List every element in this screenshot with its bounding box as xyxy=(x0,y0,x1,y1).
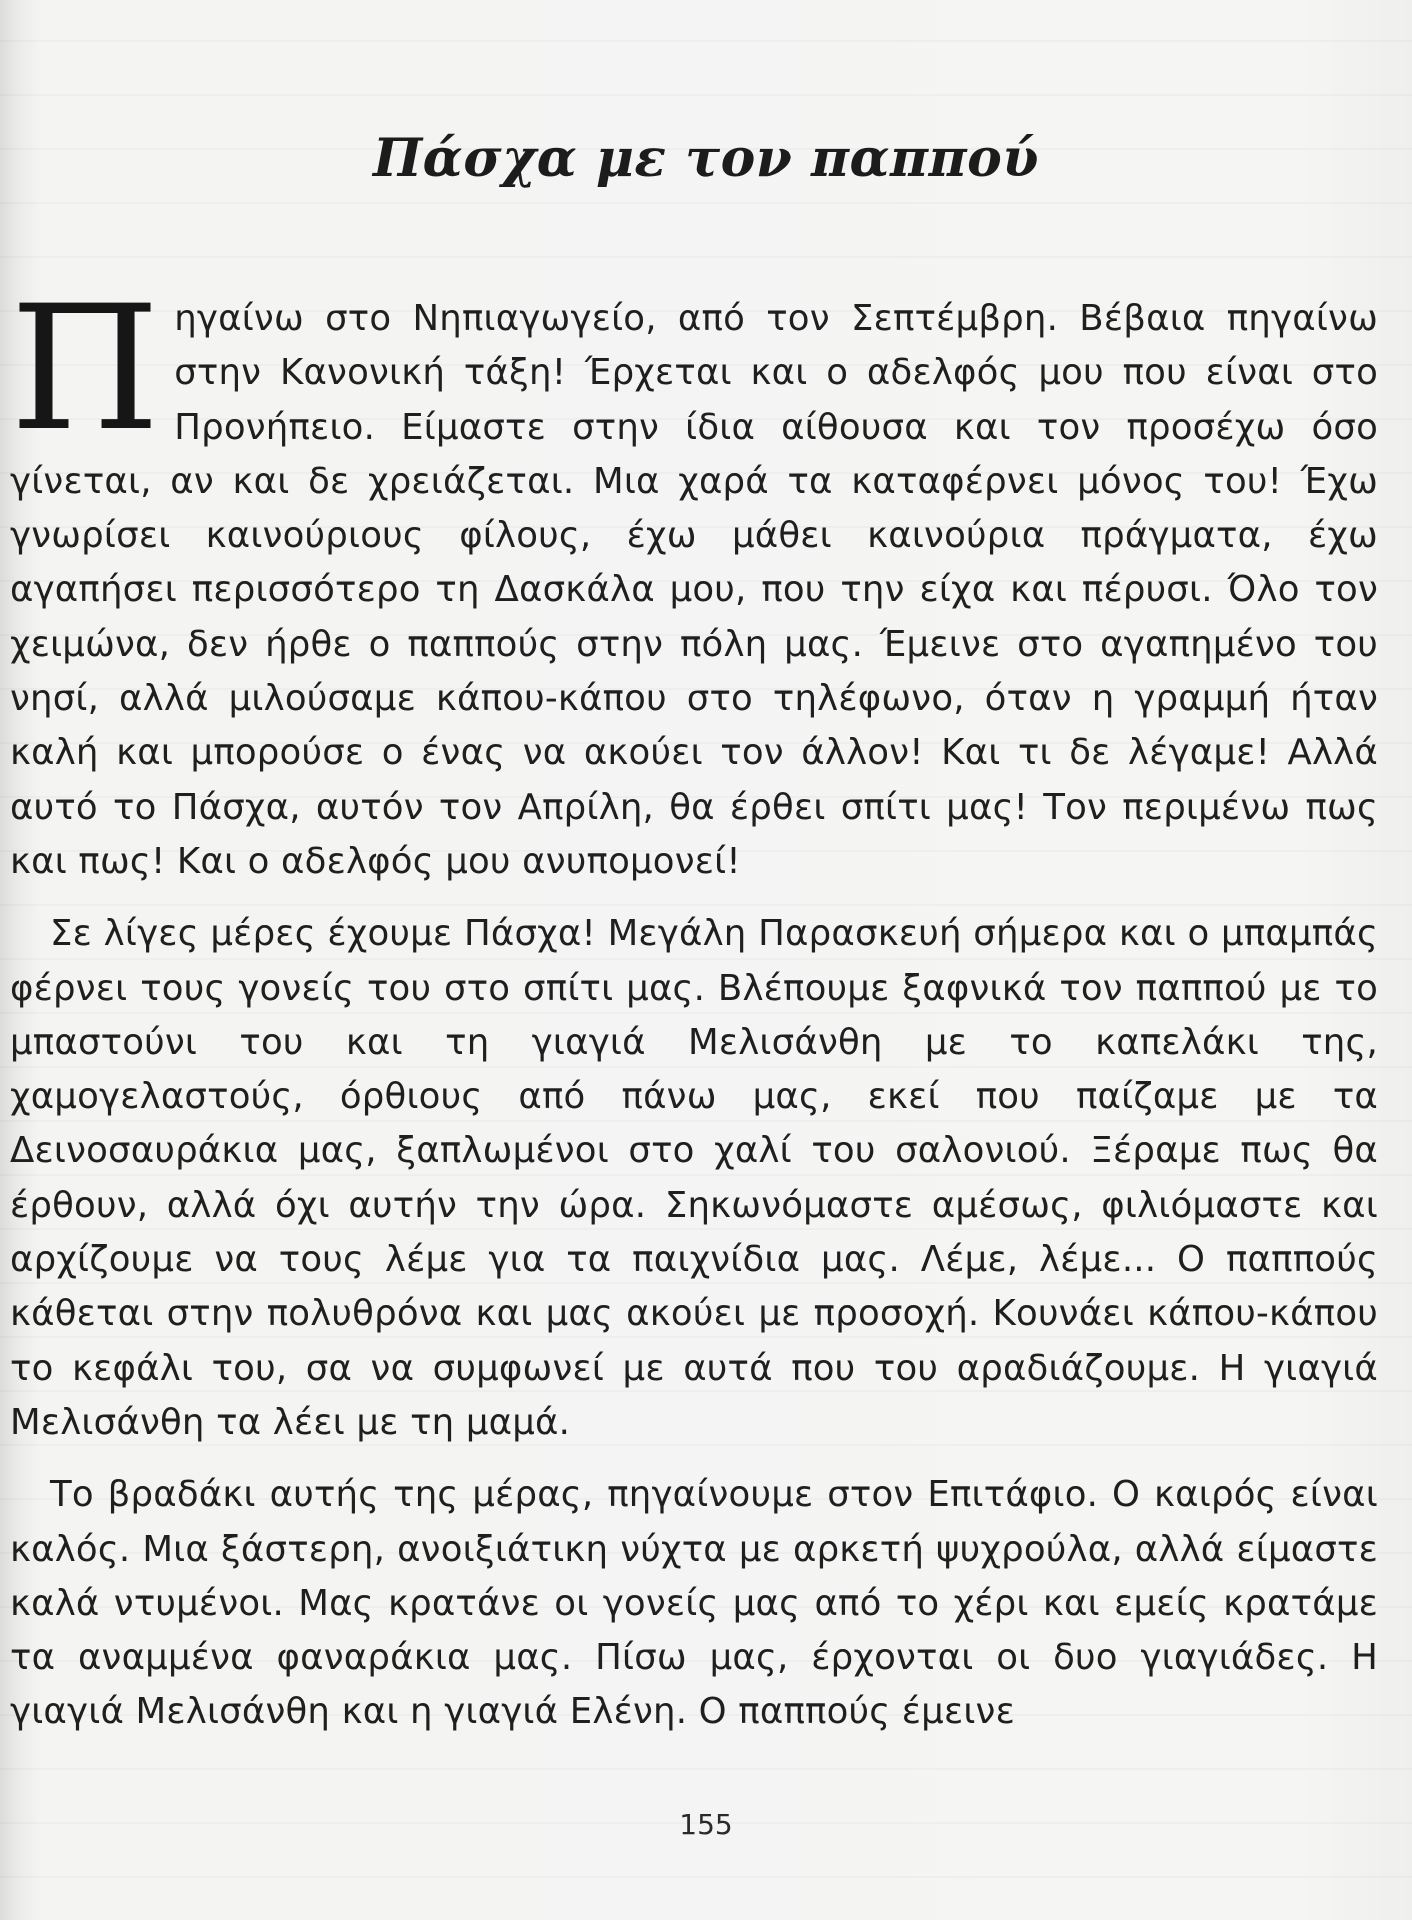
drop-cap: Π xyxy=(10,268,161,469)
page-number: 155 xyxy=(679,1808,733,1841)
paragraph-2: Σε λίγες μέρες έχουμε Πάσχα! Μεγάλη Παρασκευή σήμερα και ο μπαμπάς φέρνει τους γονείς του στο σπίτι μας. Βλέπουμε ξαφνικά τον παππού με το μπαστούνι του και τη γιαγιά Μελισάνθη με το καπελάκι της, χαμογελαστούς, όρθιους από πάνω μας, εκεί που παίζαμε με τα Δεινοσαυράκια μας, ξαπλωμένοι στο χαλί του σαλονιού. Ξέραμε πως θα έρθουν, αλλά όχι αυτήν την ώρα. Σηκωνόμαστε αμέσως, φιλιόμαστε και αρχίζουμε να τους λέμε για τα παιχνίδια μας. Λέμε, λέμε... Ο παππούς κάθεται στην πολυθρόνα και μας ακούει με προσοχή. Κουνάει κάπου-κάπου το κεφάλι του, σα να συμφωνεί με αυτά που του αραδιάζουμε. Η γιαγιά Μελισάνθη τα λέει με τη μαμά. xyxy=(10,913,1378,1443)
body-text xyxy=(10,268,1378,1740)
chapter-title: Πάσχα με τον παππού xyxy=(373,128,1039,189)
paragraph-1-text: ηγαίνω στο Νηπιαγωγείο, από τον Σεπτέμβρη. Βέβαια πηγαίνω στην Κανονική τάξη! Έρχεται και ο αδελφός μου που είναι στο Προνήπειο. Είμαστε στην ίδια αίθουσα και τον προσέχω όσο γίνεται, αν και δε χρειάζεται. Μια χαρά τα καταφέρνει μόνος του! Έχω γνωρίσει καινούριους φίλους, έχω μάθει καινούρια πράγματα, έχω αγαπήσει περισσότερο τη Δασκάλα μου, που την είχα και πέρυσι. Όλο τον χειμώνα, δεν ήρθε ο παππούς στην πόλη μας. Έμεινε στο αγαπημένο του νησί, αλλά μιλούσαμε κάπου-κάπου στο τηλέφωνο, όταν η γραμμή ήταν καλή και μπορούσε ο ένας να ακούει τον άλλον! Και τι δε λέγαμε! Αλλά αυτό το Πάσχα, αυτόν τον Απρίλη, θα έρθει σπίτι μας! Τον περιμένω πως και πως! Και ο αδελφός μου ανυπομονεί! xyxy=(10,298,1378,882)
paragraph-1 xyxy=(10,268,1378,889)
paragraph-3: Το βραδάκι αυτής της μέρας, πηγαίνουμε στον Επιτάφιο. Ο καιρός είναι καλός. Μια ξάστερη, ανοιξιάτικη νύχτα με αρκετή ψυχρούλα, αλλά είμαστε καλά ντυμένοι. Μας κρατάνε οι γονείς μας από το χέρι και εμείς κρατάμε τα αναμμένα φαναράκια μας. Πίσω μας, έρχονται οι δυο γιαγιάδες. Η γιαγιά Μελισάνθη και η γιαγιά Ελένη. Ο παππούς έμεινε xyxy=(10,1474,1378,1733)
